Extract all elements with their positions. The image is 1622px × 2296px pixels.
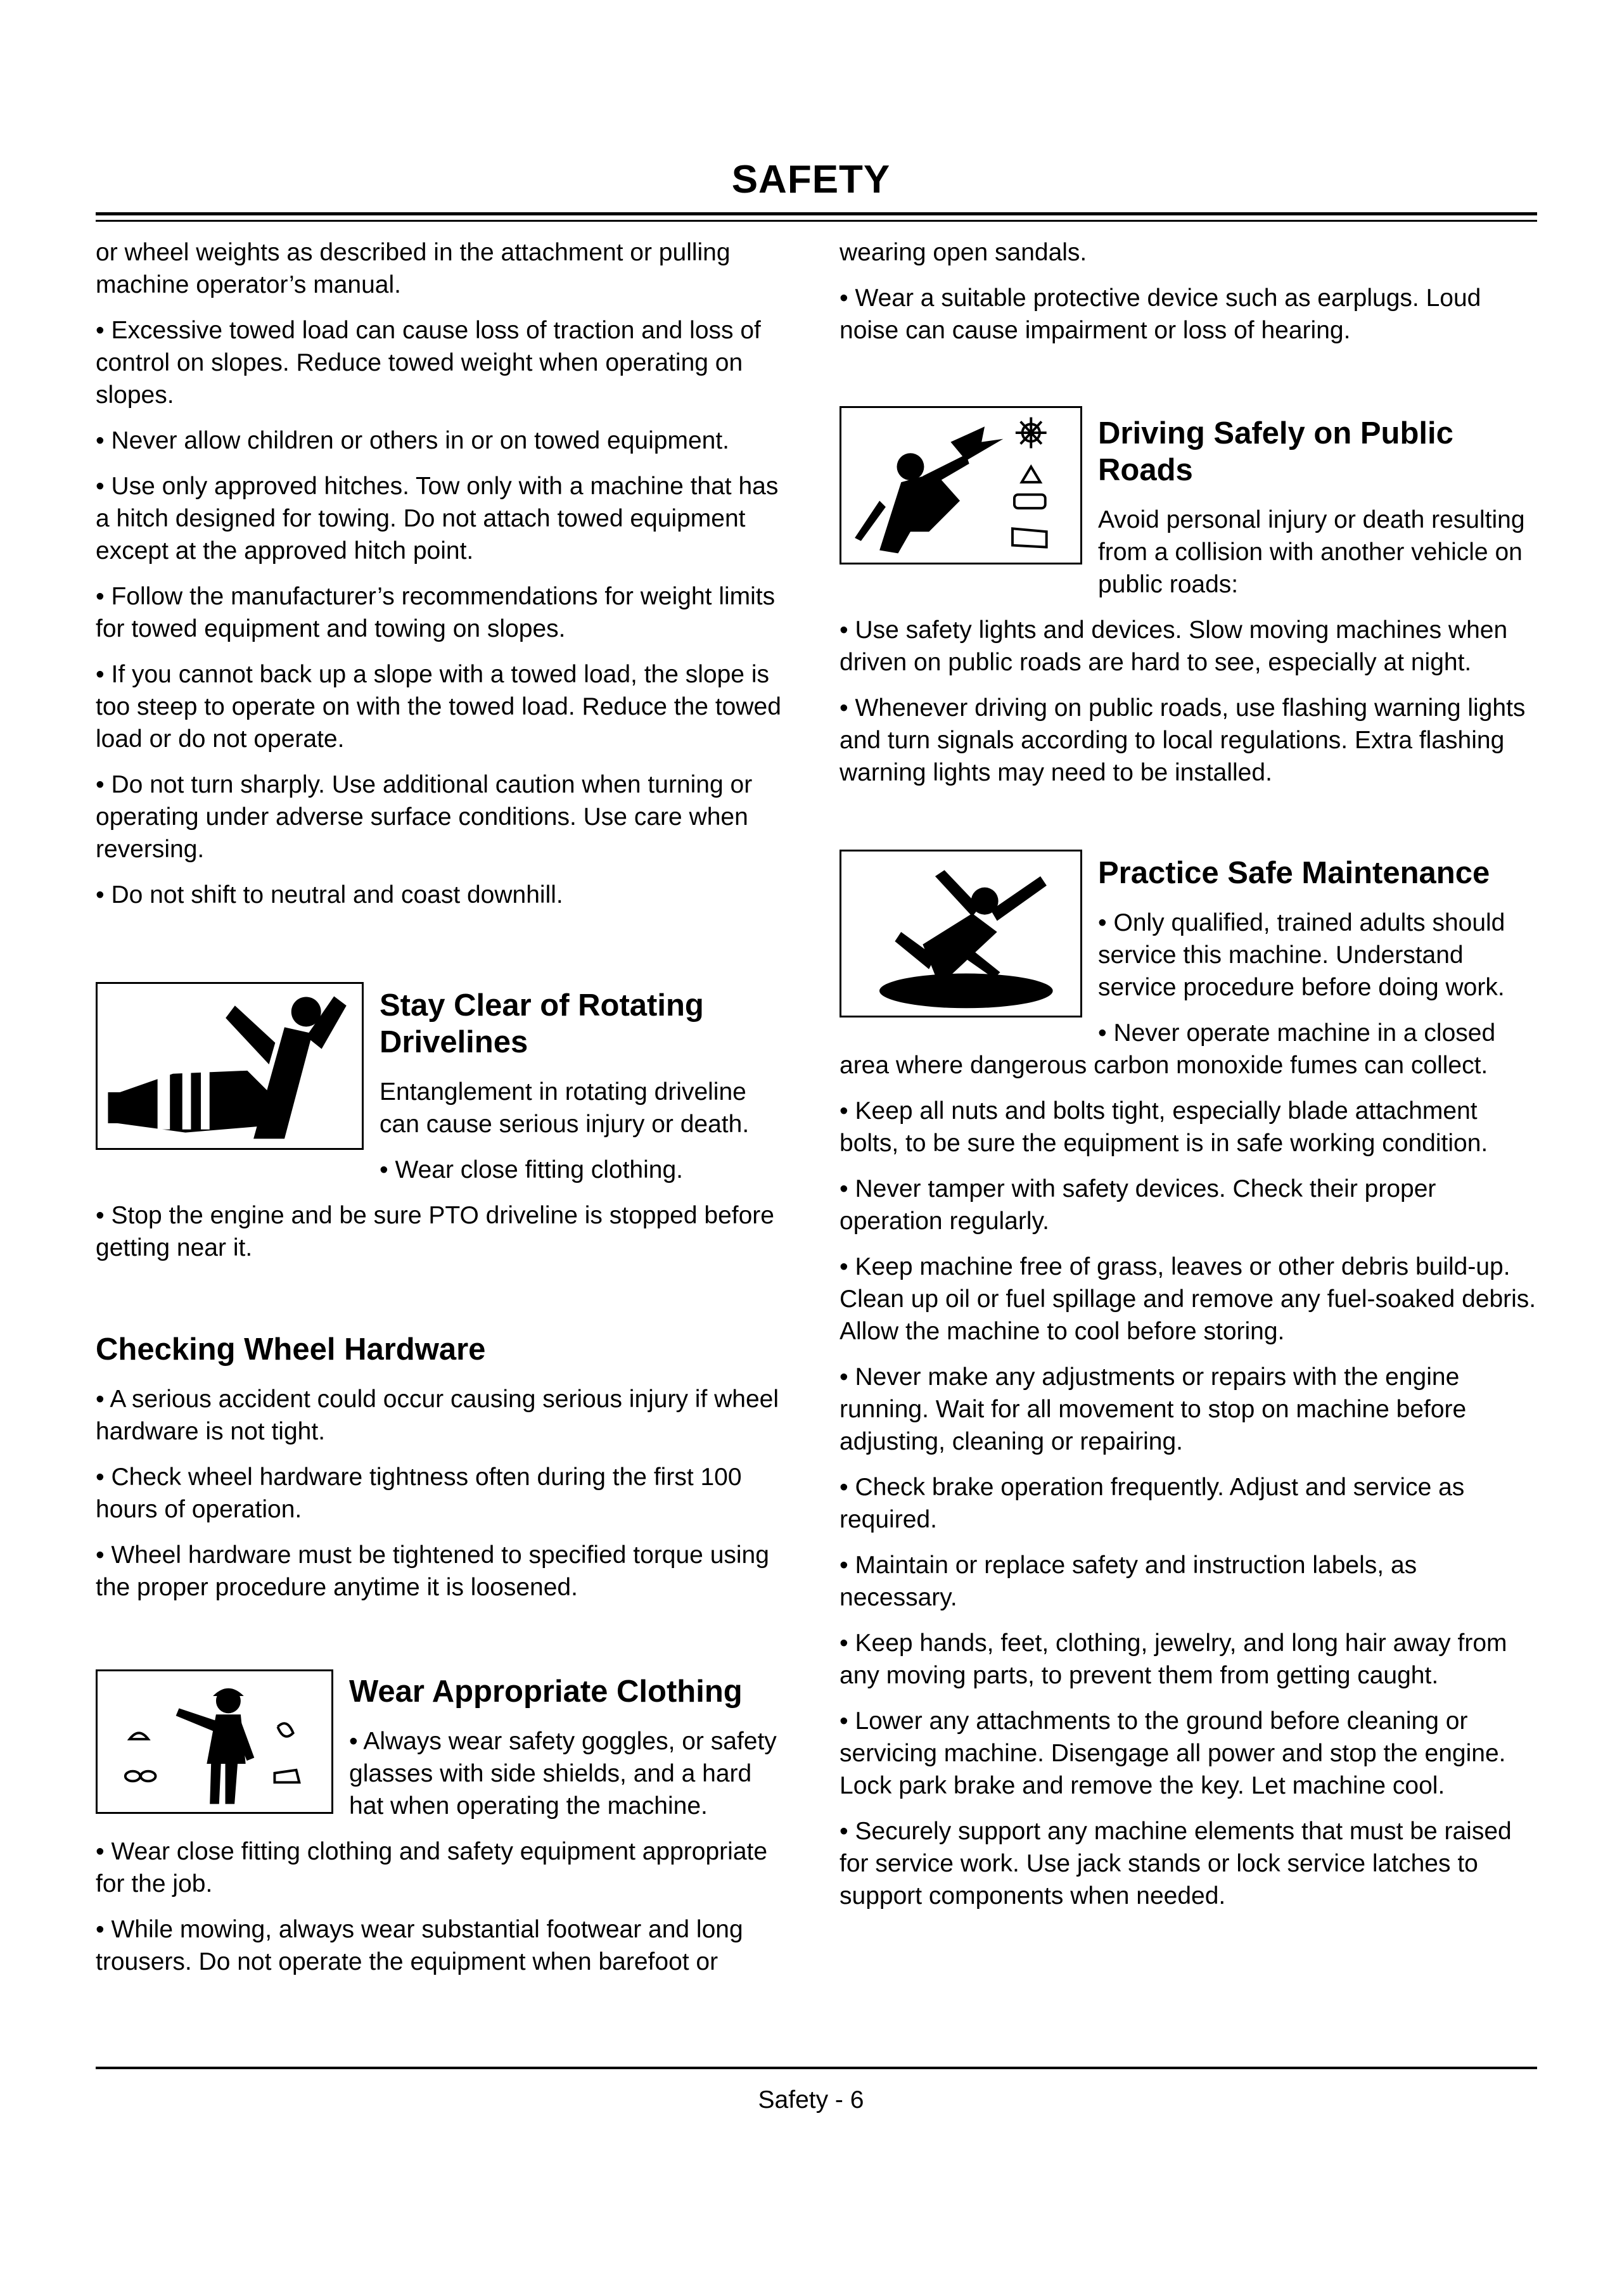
paragraph: • Wear close fitting clothing and safety equipment appropriate for the job.	[96, 1838, 768, 1897]
right-column	[840, 236, 1540, 1925]
footer-rule	[96, 2067, 1537, 2069]
public-roads-heading: Driving Safely on Public Roads	[1098, 416, 1453, 487]
paragraph: • Use safety lights and devices. Slow moving machines when driven on public roads are hard to see, especially at night.	[840, 616, 1508, 676]
paragraph: Entanglement in rotating driveline can cause serious injury or death.	[380, 1078, 750, 1138]
paragraph: • Maintain or replace safety and instruction labels, as necessary.	[840, 1552, 1417, 1611]
maintenance-section	[840, 855, 1540, 1912]
header-rule-thin	[96, 220, 1537, 222]
paragraph: • Never make any adjustments or repairs with the engine running. Wait for all movement to stop on machine before adjusting, cleaning or repairing.	[840, 1363, 1467, 1455]
header-rule	[96, 212, 1537, 215]
paragraph: • Use only approved hitches. Tow only with a machine that has a hitch designed for towing. Do not attach towed equipment except at the approved hitch point.	[96, 473, 779, 564]
paragraph: • Never operate machine in a closed area where dangerous carbon monoxide fumes can collect.	[840, 1019, 1496, 1079]
paragraph: • A serious accident could occur causing serious injury if wheel hardware is not tight.	[96, 1386, 779, 1445]
paragraph: • Follow the manufacturer’s recommendations for weight limits for towed equipment and towing on slopes.	[96, 583, 776, 642]
paragraph: or wheel weights as described in the attachment or pulling machine operator’s manual.	[96, 239, 731, 298]
paragraph: • Keep machine free of grass, leaves or other debris build-up. Clean up oil or fuel spillage and remove any fuel-soaked debris. Allow the machine to cool before storing.	[840, 1253, 1536, 1345]
paragraph: • While mowing, always wear substantial footwear and long trousers. Do not operate the equipment when barefoot or	[96, 1916, 743, 1975]
clothing-section	[96, 1673, 793, 1978]
paragraph: • Wheel hardware must be tightened to specified torque using the proper procedure anytime it is loosened.	[96, 1541, 769, 1601]
paragraph: • Whenever driving on public roads, use flashing warning lights and turn signals according to local regulations. Extra flashing warning lights may need to be installed.	[840, 694, 1526, 786]
paragraph: • Never tamper with safety devices. Check their proper operation regularly.	[840, 1175, 1436, 1235]
paragraph: • Never allow children or others in or on towed equipment.	[96, 427, 730, 454]
towing-continued-section	[96, 236, 793, 911]
paragraph: Avoid personal injury or death resulting from a collision with another vehicle on public roads:	[1098, 506, 1525, 598]
road-safety-lights-icon	[840, 406, 1082, 564]
paragraph: • Securely support any machine elements that must be raised for service work. Use jack stands or lock service latches to support components when needed.	[840, 1818, 1512, 1910]
paragraph: • Excessive towed load can cause loss of traction and loss of control on slopes. Reduce towed weight when operating on slopes.	[96, 317, 761, 409]
maintenance-heading: Practice Safe Maintenance	[1098, 856, 1490, 890]
paragraph: wearing open sandals.	[840, 239, 1087, 266]
driveline-entanglement-icon	[96, 982, 364, 1150]
paragraph: • Lower any attachments to the ground before cleaning or servicing machine. Disengage all power and stop the engine. Lock park brake and remove the key. Let machine cool.	[840, 1707, 1506, 1799]
slip-hazard-icon	[840, 850, 1082, 1017]
paragraph: • If you cannot back up a slope with a towed load, the slope is too steep to operate on with the towed load. Reduce the towed load or do not operate.	[96, 661, 781, 753]
page-title: SAFETY	[731, 158, 891, 201]
paragraph: • Stop the engine and be sure PTO driveline is stopped before getting near it.	[96, 1202, 774, 1261]
paragraph: • Do not shift to neutral and coast downhill.	[96, 881, 563, 909]
drivelines-section	[96, 987, 793, 1264]
paragraph: • Do not turn sharply. Use additional caution when turning or operating under adverse surface conditions. Use care when reversing.	[96, 771, 753, 863]
clothing-heading: Wear Appropriate Clothing	[349, 1674, 743, 1709]
paragraph: • Keep all nuts and bolts tight, especially blade attachment bolts, to be sure the equipment is in safe working condition.	[840, 1097, 1488, 1157]
paragraph: • Only qualified, trained adults should service this machine. Understand service procedure before doing work.	[1098, 909, 1505, 1001]
wheel-hardware-heading: Checking Wheel Hardware	[96, 1332, 486, 1367]
paragraph: • Check wheel hardware tightness often during the first 100 hours of operation.	[96, 1464, 742, 1523]
clothing-continued-section	[840, 236, 1540, 347]
page-number: Safety - 6	[758, 2086, 864, 2114]
public-roads-section	[840, 415, 1540, 789]
drivelines-heading: Stay Clear of Rotating Drivelines	[380, 988, 704, 1059]
paragraph: • Wear close fitting clothing.	[380, 1156, 683, 1183]
paragraph: • Check brake operation frequently. Adjust and service as required.	[840, 1474, 1465, 1533]
paragraph: • Always wear safety goggles, or safety glasses with side shields, and a hard hat when operating the machine.	[349, 1728, 777, 1820]
wheel-hardware-section	[96, 1331, 793, 1604]
paragraph: • Keep hands, feet, clothing, jewelry, and long hair away from any moving parts, to prevent them from getting caught.	[840, 1630, 1507, 1689]
protective-equipment-icon	[96, 1669, 333, 1814]
paragraph: • Wear a suitable protective device such as earplugs. Loud noise can cause impairment or loss of hearing.	[840, 284, 1481, 344]
left-column	[96, 236, 793, 1991]
